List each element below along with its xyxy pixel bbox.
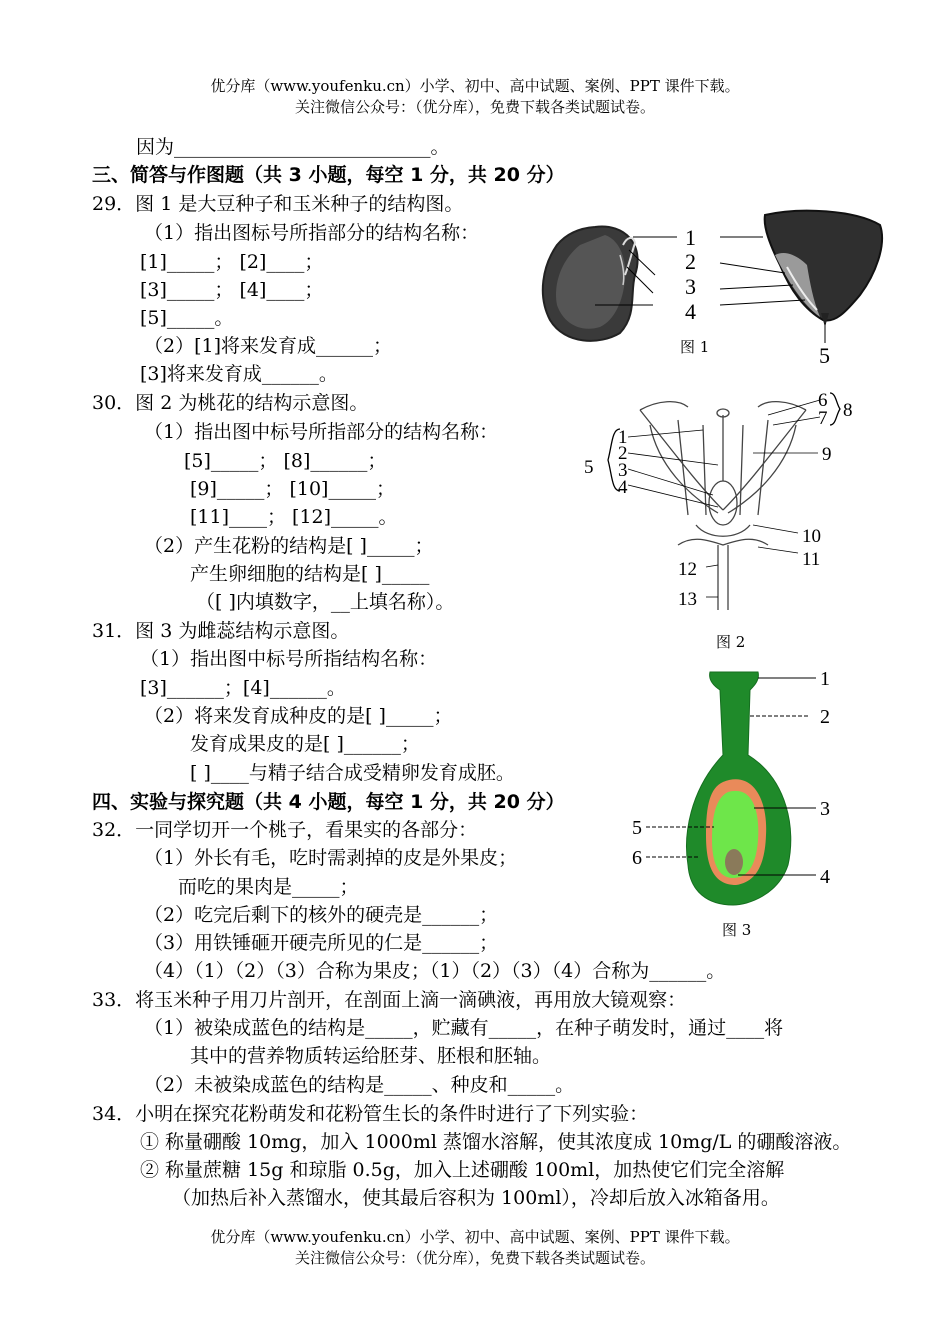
fig2-label-8: 8 — [843, 400, 853, 421]
header-line-2: 关注微信公众号：（优分库），免费下载各类试题试卷。 — [294, 98, 655, 116]
corn-seed-illustration — [765, 211, 882, 327]
fig3-label-2: 2 — [820, 706, 830, 728]
fig2-label-4: 4 — [618, 477, 628, 498]
fig2-label-9: 9 — [822, 444, 832, 465]
question-31: 31．图 3 为雌蕊结构示意图。 — [92, 620, 350, 642]
figure-2-flower — [578, 385, 868, 625]
fig3-label-6: 6 — [632, 847, 642, 869]
question-32-part-4: （4）（1）（2）（3）合称为果皮；（1）（2）（3）（4）合称为______。 — [144, 960, 726, 982]
question-31-part-3: 发育成果皮的是[ ]______； — [190, 733, 420, 755]
question-31-part-4: [ ]____与精子结合成受精卵发育成胚。 — [190, 762, 515, 784]
fig3-label-4: 4 — [820, 866, 830, 888]
fig1-label-5: 5 — [819, 343, 830, 368]
question-30-note: （[ ]内填数字，__上填名称）。 — [196, 591, 455, 613]
question-30-part-3: 产生卵细胞的结构是[ ]_____ — [190, 563, 430, 585]
question-30-blanks-c: [11]____； [12]_____。 — [190, 506, 398, 528]
fig2-label-3: 3 — [618, 460, 628, 481]
fig3-label-5: 5 — [632, 817, 642, 839]
fig1-label-4: 4 — [685, 299, 696, 324]
question-33-part-1: （1）被染成蓝色的结构是_____，贮藏有_____，在种子萌发时，通过____将 — [144, 1017, 784, 1039]
fig3-label-1: 1 — [820, 668, 830, 690]
bean-seed-illustration — [543, 227, 638, 341]
fig1-label-3: 3 — [685, 274, 696, 299]
question-30-blanks-a: [5]_____； [8]______； — [184, 450, 387, 472]
figure-3-caption: 图 3 — [722, 921, 752, 939]
fig2-label-11: 11 — [802, 549, 821, 570]
bracket-8 — [830, 393, 840, 425]
question-32-part-2: （2）吃完后剩下的核外的硬壳是______； — [144, 904, 499, 926]
question-34: 34．小明在探究花粉萌发和花粉管生长的条件时进行了下列实验： — [92, 1103, 649, 1125]
question-30-blanks-b: [9]_____； [10]_____； — [190, 478, 395, 500]
question-31-part-1: （1）指出图中标号所指结构名称： — [140, 648, 438, 670]
question-29-blanks-a: [1]_____； [2]____； — [140, 251, 324, 273]
fig2-label-6: 6 — [818, 390, 828, 411]
footer-line-2: 关注微信公众号：（优分库），免费下载各类试题试卷。 — [294, 1249, 655, 1267]
pistil-illustration — [687, 672, 791, 905]
fig3-label-3: 3 — [820, 798, 830, 820]
question-32-part-1: （1）外长有毛，吃时需剥掉的皮是外果皮； — [144, 847, 518, 869]
question-30-part-1: （1）指出图中标号所指部分的结构名称： — [144, 421, 499, 443]
question-31-part-2: （2）将来发育成种皮的是[ ]_____； — [144, 705, 453, 727]
header-line-1: 优分库（www.youfenku.cn）小学、初中、高中试题、案例、PPT 课件下载。 — [210, 77, 740, 95]
question-29: 29．图 1 是大豆种子和玉米种子的结构图。 — [92, 193, 464, 215]
question-34-step-2: ② 称量蔗糖 15g 和琼脂 0.5g，加入上述硼酸 100ml，加热使它们完全溶解 — [140, 1159, 785, 1181]
question-33-part-1b: 其中的营养物质转运给胚芽、胚根和胚轴。 — [190, 1045, 552, 1067]
figure-1-seeds — [535, 205, 900, 370]
fig2-label-10: 10 — [802, 526, 821, 547]
section-heading-4: 四、实验与探究题（共 4 小题，每空 1 分，共 20 分） — [92, 791, 565, 813]
question-33-part-2: （2）未被染成蓝色的结构是_____、种皮和_____。 — [144, 1074, 575, 1096]
figure-1-caption: 图 1 — [680, 338, 710, 356]
figure-3-pistil — [628, 660, 838, 922]
fig2-label-12: 12 — [678, 559, 697, 580]
question-29-blanks-b: [3]_____； [4]____； — [140, 279, 324, 301]
question-29-part-1: （1）指出图标号所指部分的结构名称： — [144, 222, 480, 244]
question-30-part-2: （2）产生花粉的结构是[ ]_____； — [144, 535, 434, 557]
section-heading-3: 三、简答与作图题（共 3 小题，每空 1 分，共 20 分） — [92, 164, 565, 186]
fig2-label-2: 2 — [618, 443, 628, 464]
question-30: 30．图 2 为桃花的结构示意图。 — [92, 392, 369, 414]
question-33: 33．将玉米种子用刀片剖开，在剖面上滴一滴碘液，再用放大镜观察： — [92, 989, 687, 1011]
question-34-step-1: ① 称量硼酸 10mg，加入 1000ml 蒸馏水溶解，使其浓度成 10mg/L 的硼酸溶液。 — [140, 1131, 852, 1153]
fig1-label-1: 1 — [685, 225, 696, 250]
fig2-label-5: 5 — [584, 457, 594, 478]
question-34-step-2b: （加热后补入蒸馏水，使其最后容积为 100ml），冷却后放入冰箱备用。 — [172, 1187, 780, 1209]
question-32-part-3: （3）用铁锤砸开硬壳所见的仁是______； — [144, 932, 499, 954]
fig2-label-13: 13 — [678, 589, 697, 610]
fig2-label-1: 1 — [618, 427, 628, 448]
question-29-part-2: （2）[1]将来发育成______； — [144, 335, 393, 357]
question-31-blanks-a: [3]______；[4]______。 — [140, 677, 346, 699]
fig1-label-2: 2 — [685, 249, 696, 274]
question-32-part-1b: 而吃的果肉是_____； — [178, 876, 359, 898]
footer-line-1: 优分库（www.youfenku.cn）小学、初中、高中试题、案例、PPT 课件下载。 — [210, 1228, 740, 1246]
flower-illustration — [640, 402, 806, 610]
question-32: 32．一同学切开一个桃子，看果实的各部分： — [92, 819, 478, 841]
question-29-blanks-c: [5]_____。 — [140, 307, 234, 329]
fig2-label-7: 7 — [818, 408, 828, 429]
question-29-part-3: [3]将来发育成______。 — [140, 363, 338, 385]
figure-2-caption: 图 2 — [716, 633, 746, 651]
text-line: 因为___________________________。 — [136, 136, 450, 158]
